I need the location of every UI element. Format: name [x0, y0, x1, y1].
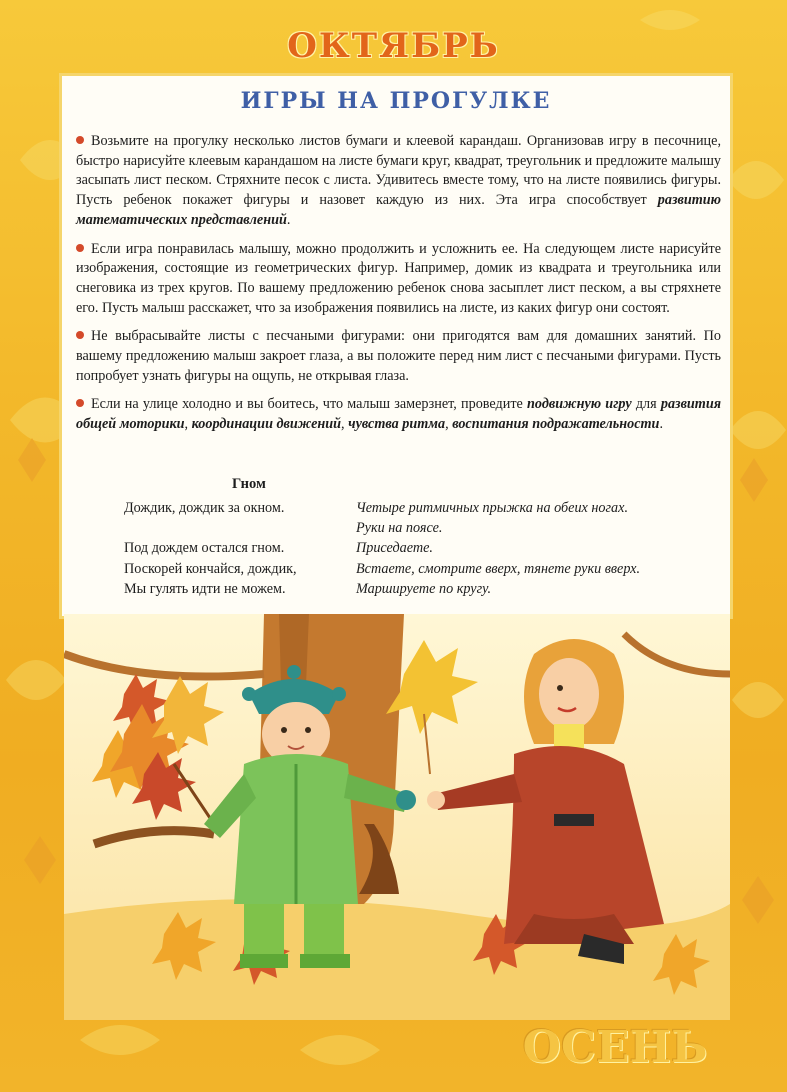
- poem-line: Поскорей кончайся, дождик, Встаете, смотрите вверх, тянете руки вверх.: [124, 560, 641, 577]
- emphasis: воспитания подражательности: [452, 416, 660, 433]
- paragraph: Если игра понравилась малышу, можно продолжить и усложнить ее. На следующем листе нарисуйте изображения, состоящие из геометрических фигур. Например, домик из квадрата и треугольника или снеговика из трех кругов. По вашему предложению ребенок снова засыплет лист песком, а вы стряхнете его. Пусть малыш расскажет, что за изображения появились на листе, из каких фигур они состоят.: [76, 240, 721, 316]
- emphasis: координации движений: [191, 416, 342, 433]
- month-title: ОКТЯБРЬ: [287, 26, 500, 66]
- bullet-icon: [76, 331, 84, 339]
- poem-line: Руки на поясе.: [356, 520, 443, 537]
- poem: [124, 498, 724, 599]
- emphasis: развития общей моторики: [76, 396, 722, 433]
- poem-line: Мы гулять идти не можем. Маршируете по кругу.: [124, 580, 492, 597]
- poem-line: Под дождем остался гном. Приседаете.: [124, 540, 433, 557]
- poem-line: Дождик, дождик за окном. Четыре ритмичных прыжка на обеих ногах.: [124, 500, 628, 516]
- bullet-icon: [76, 136, 84, 144]
- section-title: ИГРЫ НА ПРОГУЛКЕ: [240, 88, 552, 114]
- season-title: ОСЕНЬ: [522, 1022, 708, 1073]
- paragraph: Возьмите на прогулку несколько листов бумаги и клеевой карандаш. Организовав игру в песочнице, быстро нарисуйте клеевым карандашом на листе бумаги круг, квадрат, треугольник и предложите малышу засыпать лист песком. Стряхните песок с листа. Удивитесь вместе тому, что на листе появились фигуры. Пусть ребенок покажет фигуры и назовет каждую из них. Эта игра способствует развитию математических представлений.: [76, 133, 721, 228]
- content-panel: [62, 76, 730, 616]
- bullet-icon: [76, 244, 84, 252]
- poem-title: Гном: [232, 476, 266, 492]
- illustration: [64, 614, 730, 1020]
- emphasis: чувства ритма: [348, 416, 446, 433]
- bullet-icon: [76, 399, 84, 407]
- emphasis: развитию математических представлений: [76, 192, 721, 228]
- emphasis: подвижную игру: [527, 396, 632, 413]
- instructions: [76, 132, 721, 444]
- paragraph: Если на улице холодно и вы боитесь, что малыш замерзнет, проведите подвижную игру для развития общей моторики, координации движений, чувства ритма, воспитания подражательности.: [76, 396, 722, 433]
- paragraph: Не выбрасывайте листы с песчаными фигурами: они пригодятся вам для домашних занятий. По вашему предложению малыш закроет глаза, а вы положите перед ним лист с песчаными фигурами. Пусть попробует узнать фигуры на ощупь, не открывая глаза.: [76, 328, 721, 384]
